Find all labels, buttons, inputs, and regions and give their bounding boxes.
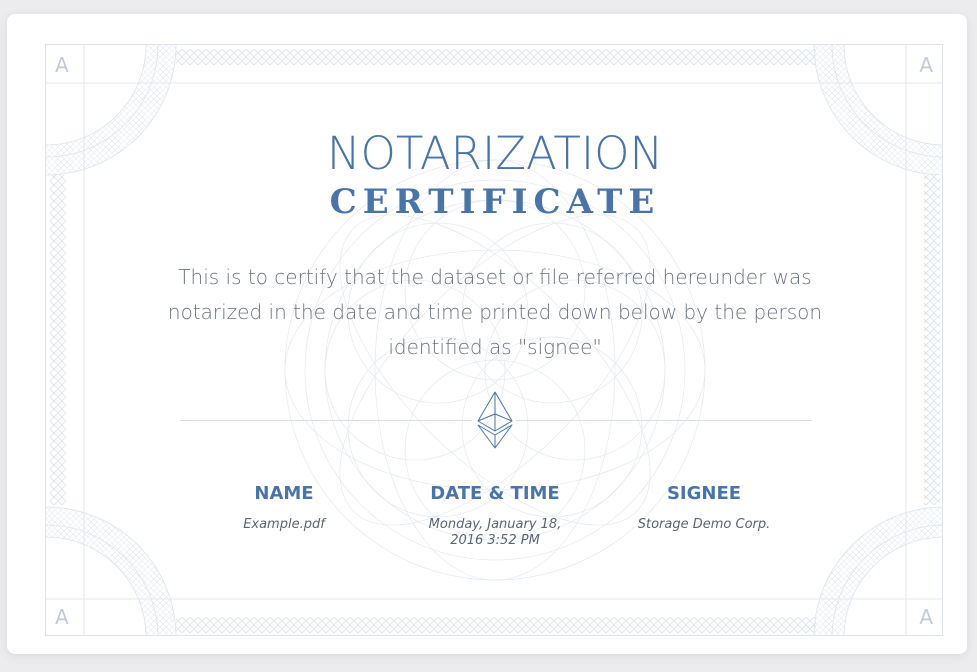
field-signee <box>604 483 804 533</box>
corner-mark-bottom-left: A <box>55 605 69 629</box>
certificate-card <box>7 14 967 654</box>
field-signee-label: SIGNEE <box>666 483 742 504</box>
field-name <box>184 483 384 533</box>
ethereum-icon <box>476 390 514 450</box>
divider-right <box>516 420 812 421</box>
certificate-frame <box>45 44 943 636</box>
field-date-time-label: DATE & TIME <box>430 483 560 504</box>
corner-mark-bottom-right: A <box>919 605 933 629</box>
field-date-time-value: Monday, January 18, 2016 3:52 PM <box>428 517 562 548</box>
certificate-title-line1: NOTARIZATION <box>326 127 664 180</box>
corner-mark-top-left: A <box>55 53 69 77</box>
corner-mark-top-right: A <box>919 53 933 77</box>
field-name-label: NAME <box>254 483 314 504</box>
certification-statement: This is to certify that the dataset or file referred hereunder was notarized in the date and time printed down below by the person identified as "signee" <box>167 265 823 359</box>
field-name-value: Example.pdf <box>243 517 325 532</box>
field-signee-value: Storage Demo Corp. <box>637 517 771 532</box>
certificate-title-line2: CERTIFICATE <box>329 182 661 222</box>
divider-left <box>180 420 472 421</box>
field-date-time <box>395 483 595 549</box>
